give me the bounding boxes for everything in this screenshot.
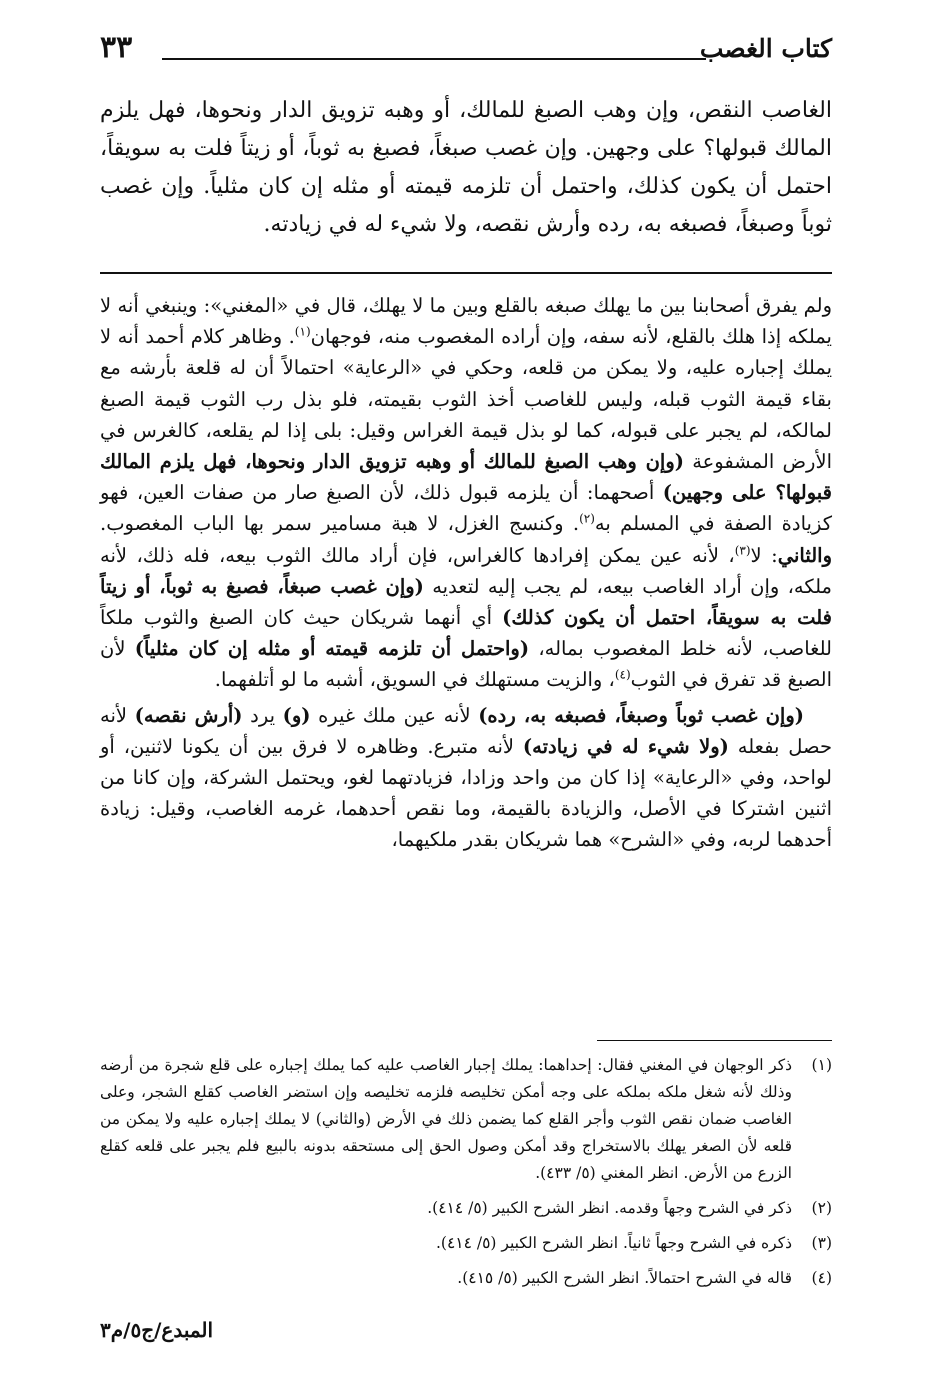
commentary-text: أصحهما: أن يلزمه قبول ذلك، لأن الصبغ صار من صفات العين، فهو كزيادة الصفة في المسلم به <box>100 481 832 536</box>
footnote-ref-2: (٢) <box>579 511 595 526</box>
footnote-ref-3: (٣) <box>734 543 751 558</box>
footnote-text: ذكره في الشرح وجهاً ثانياً. انظر الشرح الكبير (٥/ ٤١٤). <box>435 1234 792 1252</box>
main-text <box>100 92 832 244</box>
commentary-text: لأنه حصل بفعله <box>100 703 832 758</box>
footnote-number: (٣) <box>811 1234 832 1252</box>
footnote-3 <box>100 1230 832 1257</box>
footnotes <box>100 1052 832 1300</box>
commentary-text: . وكنسج الغزل، لا هبة مسامير سمر بها الباب المغصوب. <box>100 512 580 536</box>
commentary-text: : لا <box>750 543 778 567</box>
footnote-4 <box>100 1265 832 1292</box>
page-number: ٣٣ <box>100 30 133 65</box>
footnote-number: (٤) <box>811 1269 832 1287</box>
quoted-term: والثاني <box>777 543 832 567</box>
quoted-matn: (وإن غصب صبغاً، فصبغ به ثوباً، أو زيتاً فلت به سويقاً، احتمل أن يكون كذلك) <box>100 574 832 630</box>
commentary-paragraph-2 <box>100 700 832 856</box>
commentary-text: لأن الصبغ قد تفرق في الثوب <box>100 637 832 692</box>
quoted-matn: (و) <box>282 703 311 727</box>
footnote-separator <box>597 1040 832 1041</box>
commentary-text: لأنه عين ملك غيره <box>310 703 479 727</box>
commentary-text: ولم يفرق أصحابنا بين ما يهلك صبغه بالقلع وبين ما لا يهلك، قال في «المغني»: وينبغي أنه لا يملكه إذا هلك بالقلع، لأنه سفه، وإن أراده المغصوب منه، فوجهان <box>100 294 832 349</box>
matn-paragraph: الغاصب النقص، وإن وهب الصبغ للمالك، أو وهبه تزويق الدار ونحوها، فهل يلزم المالك قبولها؟ على وجهين. وإن غصب صبغاً، فصبغ به ثوباً، أو زيتاً فلت به سويقاً، احتمل أن يكون كذلك، واحتمل أن تلزمه قيمته أو مثله إن كان مثلياً. وإن غصب ثوباً وصبغاً، فصبغه به، رده وأرش نقصه، ولا شيء له في زيادته. <box>100 98 832 237</box>
footnote-number: (٢) <box>811 1199 832 1217</box>
printer-signature: المبدع/ج٥/م٣ <box>100 1318 214 1342</box>
commentary-paragraph-1 <box>100 290 832 696</box>
footnote-text: قاله في الشرح احتمالاً. انظر الشرح الكبير (٥/ ٤١٥). <box>457 1269 792 1287</box>
running-title: كتاب الغصب <box>699 34 832 63</box>
footnote-number: (١) <box>811 1056 832 1074</box>
footnote-ref-4: (٤) <box>614 667 631 682</box>
commentary-text: ، والزيت مستهلك في السويق، أشبه ما لو أتلفهما. <box>214 668 615 692</box>
quoted-matn: (واحتمل أن تلزمه قيمته أو مثله إن كان مثلياً) <box>134 637 530 661</box>
footnote-2 <box>100 1195 832 1222</box>
footnote-text: ذكر الوجهان في المغني فقال: إحداهما: يملك إجبار الغاصب عليه كما يملك إجباره على قلع شجرة من أرضه وذلك لأنه شغل ملكه بملكه على وجه أمكن تخليصه فلزمه تخليصه وإن استضر الغاصب كقلع الشجر، وعلى الغاصب ضمان نقص الثوب وأجر القلع كما يضمن ذلك في الأرض (والثاني) لا يملك إجباره عليه ولا يمكن من قلعه لأن الصغر يهلك بالاستخراج وقد أمكن وصول الحق إلى مستحقه بدونه بالبيع فلم يجبر على قلعه كقلع الزرع من الأرض. انظر المغني (٥/ ٤٣٣). <box>100 1056 792 1182</box>
commentary-text: ، لأنه عين يمكن إفرادها كالغراس، فإن أراد مالك الثوب بيعه، فله ذلك، لأنه ملكه، وإن أراد الغاصب بيعه، لم يجب إليه لتعديه <box>100 543 832 598</box>
header-rule <box>162 58 706 60</box>
commentary-text: يرد <box>242 703 283 727</box>
quoted-matn: (أرش نقصه) <box>134 703 243 727</box>
commentary-text: لأنه متبرع. وظاهره لا فرق بين أن يكونا لاثنين، أو لواحد، وفي «الرعاية» إذا كان من واحد وزادا، فزيادتهما لغو، ويحتمل الشركة، وإن كانا من اثنين اشتركا في الأصل، والزيادة بالقيمة، وما نقص أحدهما، غرمه الغاصب، وقيل: زيادة أحدهما لربه، وفي «الشرح» هما شريكان بقدر ملكيهما، <box>100 734 832 852</box>
quoted-matn: (وإن غصب ثوباً وصبغاً، فصبغه به، رده) <box>478 703 804 727</box>
page-header <box>100 30 832 74</box>
footnote-ref-1: (١) <box>294 324 311 339</box>
quoted-matn: (وإن وهب الصبغ للمالك أو وهبه تزويق الدار ونحوها، فهل يلزم المالك قبولها؟ على وجهين) <box>100 450 832 505</box>
commentary <box>100 290 832 856</box>
quoted-matn: (ولا شيء له في زيادته) <box>522 734 729 758</box>
matn-separator <box>100 272 832 274</box>
commentary-text: . وظاهر كلام أحمد أنه لا يملك إجباره عليه، ولا يمكن من قلعه، وحكي في «الرعاية» احتمالاً أن له قلعة بأرشه مع بقاء قيمة الثوب قبله، وليس للغاصب أخذ الثوب بقيمته، فلو بذل رب الثوب قيمة الصبغ لمالكه، لم يجبر على قبوله، كما لو بذل قيمة الغراس وقيل: بلى إذا لم يقلعه، كالغرس في الأرض المشفوعة <box>100 325 833 474</box>
footnote-text: ذكر في الشرح وجهاً وقدمه. انظر الشرح الكبير (٥/ ٤١٤). <box>427 1199 792 1217</box>
footnote-1 <box>100 1052 832 1187</box>
commentary-text: أي أنهما شريكان حيث كان الصبغ والثوب ملكاً للغاصب، لأنه خلط المغصوب بماله، <box>100 606 832 661</box>
